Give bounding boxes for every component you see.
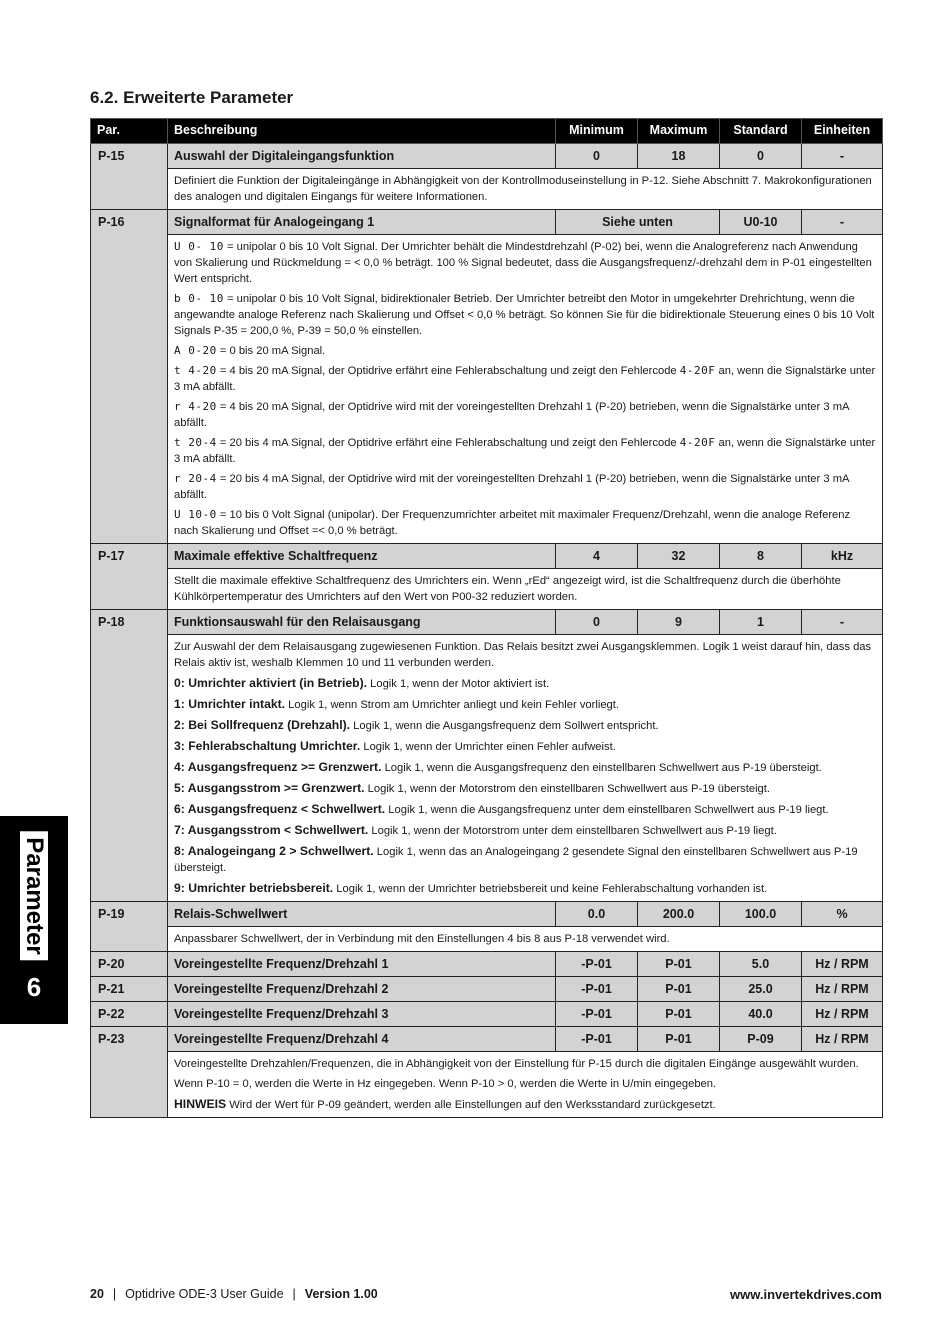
param-unit: Hz / RPM [802, 1027, 883, 1052]
option-item [174, 435, 876, 467]
option-text: = 20 bis 4 mA Signal, der Optidrive wird mit der voreingestellten Drehzahl 1 (P-20) betrieben, wenn die Signalstärke unter 3 mA abfällt. [174, 473, 849, 501]
chapter-number: 6 [26, 972, 42, 1002]
param-row-p18 [91, 610, 883, 635]
param-default: 0 [720, 144, 802, 169]
option-text: = unipolar 0 bis 10 Volt Signal, bidirektionaler Betrieb. Der Umrichter betreibt den Motor in umgekehrter Drehrichtung, wenn die angewandte analoge Referenz nach Skalierung und Offset < 0,0 % beträgt. So können Sie für die bidirektionale Steuerung eines 0 bis 10 Volt Signals P-35 = 200,0 %, P-39 = 50,0 % einstellen. [174, 293, 875, 337]
option-label: 4: Ausgangsfrequenz >= Grenzwert. [174, 760, 382, 774]
desc-text: Definiert die Funktion der Digitaleingänge in Abhängigkeit von der Kontrollmoduseinstellung in P-12. Siehe Abschnitt 7. Makrokonfigurationen des analogen und digitalen Eingangs für weitere Informationen. [174, 175, 872, 203]
option-label: 9: Umrichter betriebsbereit. [174, 881, 334, 895]
param-row-p20 [91, 952, 883, 977]
header-minimum: Minimum [556, 119, 638, 144]
option-text: = 20 bis 4 mA Signal, der Optidrive erfährt eine Fehlerabschaltung und zeigt den Fehlercode [216, 437, 680, 449]
footer-left [90, 1287, 378, 1301]
param-code: P-15 [91, 144, 168, 210]
param-code: P-21 [91, 977, 168, 1002]
option-item [174, 399, 876, 431]
option-text: = 10 bis 0 Volt Signal (unipolar). Der Frequenzumrichter arbeitet mit maximaler Frequenz/Drehzahl, wenn die analoge Referenz nach Skalierung und Offset =< 0,0 % beträgt. [174, 509, 851, 537]
note [174, 1096, 876, 1113]
option-text: Logik 1, wenn das an Analogeingang 2 gesendete Signal den einstellbaren Schwellwert aus P-19 übersteigt. [174, 846, 858, 874]
param-max: P-01 [638, 1027, 720, 1052]
param-name: Voreingestellte Frequenz/Drehzahl 4 [168, 1027, 556, 1052]
option-item [174, 343, 876, 359]
param-code: P-23 [91, 1027, 168, 1118]
option-label: 7: Ausgangsstrom < Schwellwert. [174, 823, 369, 837]
option-text: an, wenn die Signalstärke unter 3 mA abfällt. [174, 365, 876, 393]
guide-title: Optidrive ODE-3 User Guide [125, 1287, 284, 1301]
header-beschreibung: Beschreibung [168, 119, 556, 144]
page-number: 20 [90, 1287, 104, 1301]
param-row-p16 [91, 210, 883, 235]
option-item [174, 801, 876, 818]
display-code: t 4-20 [174, 364, 217, 377]
option-label: 8: Analogeingang 2 > Schwellwert. [174, 844, 374, 858]
option-text: Logik 1, wenn der Umrichter einen Fehler aufweist. [360, 741, 616, 753]
param-name: Auswahl der Digitaleingangsfunktion [168, 144, 556, 169]
param-description [168, 1052, 883, 1118]
note-label: HINWEIS [174, 1097, 227, 1111]
param-description [168, 235, 883, 544]
display-code: A 0-20 [174, 344, 217, 357]
param-max: 32 [638, 544, 720, 569]
param-unit: Hz / RPM [802, 977, 883, 1002]
param-min: 0 [556, 610, 638, 635]
option-item [174, 738, 876, 755]
option-item [174, 507, 876, 539]
param-code: P-18 [91, 610, 168, 902]
param-row-p15 [91, 144, 883, 169]
desc-text: Zur Auswahl der dem Relaisausgang zugewiesenen Funktion. Das Relais besitzt zwei Ausgangsklemmen. Logik 1 weist darauf hin, dass das Relais aktiv ist, weshalb Klemmen 10 und 11 verbunden werden. [174, 641, 872, 669]
option-item [174, 696, 876, 713]
param-unit: % [802, 902, 883, 927]
option-item [174, 471, 876, 503]
header-par: Par. [91, 119, 168, 144]
param-max: P-01 [638, 1002, 720, 1027]
param-default: 100.0 [720, 902, 802, 927]
param-row-p19 [91, 902, 883, 927]
param-min: -P-01 [556, 1002, 638, 1027]
param-max: 200.0 [638, 902, 720, 927]
param-name: Maximale effektive Schaltfrequenz [168, 544, 556, 569]
param-range: Siehe unten [556, 210, 720, 235]
option-text: = 4 bis 20 mA Signal, der Optidrive wird mit der voreingestellten Drehzahl 1 (P-20) betrieben, wenn die Signalstärke unter 3 mA abfällt. [174, 401, 849, 429]
desc-text: Stellt die maximale effektive Schaltfrequenz des Umrichters ein. Wenn „rEd“ angezeigt wird, ist die Schaltfrequenz durch die überhöhte Kühlkörpertemperatur des Umrichters auf den Wert von P00-32 reduziert worden. [174, 575, 841, 603]
option-item [174, 239, 876, 287]
param-desc-row-p20-p23 [91, 1052, 883, 1118]
option-text: Logik 1, wenn der Motorstrom unter dem einstellbaren Schwellwert aus P-19 liegt. [368, 825, 777, 837]
option-label: 6: Ausgangsfrequenz < Schwellwert. [174, 802, 386, 816]
param-max: P-01 [638, 952, 720, 977]
option-text: Logik 1, wenn Strom am Umrichter anliegt und kein Fehler vorliegt. [285, 699, 619, 711]
section-title: 6.2. Erweiterte Parameter [90, 88, 294, 107]
desc-text: Voreingestellte Drehzahlen/Frequenzen, die in Abhängigkeit von der Einstellung für P-15 durch die digitalen Eingänge ausgewählt wurden. [174, 1058, 859, 1070]
error-code: 4-20F [679, 436, 716, 449]
option-label: 5: Ausgangsstrom >= Grenzwert. [174, 781, 365, 795]
option-text: = 4 bis 20 mA Signal, der Optidrive erfährt eine Fehlerabschaltung und zeigt den Fehlercode [216, 365, 680, 377]
option-label: 3: Fehlerabschaltung Umrichter. [174, 739, 361, 753]
param-max: 18 [638, 144, 720, 169]
table-header-row [91, 119, 883, 144]
option-label: 2: Bei Sollfrequenz (Drehzahl). [174, 718, 351, 732]
param-description [168, 169, 883, 210]
option-text: Logik 1, wenn der Motorstrom den einstellbaren Schwellwert aus P-19 übersteigt. [364, 783, 770, 795]
param-default: P-09 [720, 1027, 802, 1052]
param-code: P-16 [91, 210, 168, 544]
option-item [174, 291, 876, 339]
desc-text: Anpassbarer Schwellwert, der in Verbindung mit den Einstellungen 4 bis 8 aus P-18 verwendet wird. [174, 933, 670, 945]
header-maximum: Maximum [638, 119, 720, 144]
option-label: 1: Umrichter intakt. [174, 697, 286, 711]
option-item [174, 780, 876, 797]
param-unit: Hz / RPM [802, 952, 883, 977]
param-code: P-20 [91, 952, 168, 977]
display-code: t 20-4 [174, 436, 217, 449]
param-code: P-22 [91, 1002, 168, 1027]
param-default: 1 [720, 610, 802, 635]
param-unit: - [802, 210, 883, 235]
param-default: 25.0 [720, 977, 802, 1002]
display-code: r 4-20 [174, 400, 217, 413]
website-link[interactable]: www.invertekdrives.com [730, 1287, 882, 1302]
param-desc-row-p16 [91, 235, 883, 544]
option-item [174, 717, 876, 734]
param-default: 5.0 [720, 952, 802, 977]
param-name: Funktionsauswahl für den Relaisausgang [168, 610, 556, 635]
option-text: Logik 1, wenn die Ausgangsfrequenz den einstellbaren Schwellwert aus P-19 übersteigt. [381, 762, 822, 774]
option-text: an, wenn die Signalstärke unter 3 mA abfällt. [174, 437, 876, 465]
option-item [174, 759, 876, 776]
option-text: Logik 1, wenn der Motor aktiviert ist. [367, 678, 550, 690]
param-row-p22 [91, 1002, 883, 1027]
display-code: U 0- 10 [174, 240, 224, 253]
note-text: Wird der Wert für P-09 geändert, werden alle Einstellungen auf den Werksstandard zurückgesetzt. [226, 1099, 716, 1111]
option-text: Logik 1, wenn die Ausgangsfrequenz dem Sollwert entspricht. [350, 720, 659, 732]
param-unit: Hz / RPM [802, 1002, 883, 1027]
option-label: 0: Umrichter aktiviert (in Betrieb). [174, 676, 368, 690]
param-name: Voreingestellte Frequenz/Drehzahl 1 [168, 952, 556, 977]
parameter-table [90, 118, 883, 1118]
chapter-title: Parameter [20, 831, 48, 960]
param-max: 9 [638, 610, 720, 635]
param-desc-row-p15 [91, 169, 883, 210]
param-max: P-01 [638, 977, 720, 1002]
param-default: 40.0 [720, 1002, 802, 1027]
option-text: = unipolar 0 bis 10 Volt Signal. Der Umrichter behält die Mindestdrehzahl (P-02) bei, wenn die Analogreferenz nach Anwendung von Skalierung und Rückmeldung = < 0,0 % beträgt. 100 % Signal bedeutet, dass die Ausgangsfrequenz/-drehzahl dem in P-01 eingestellten Wert entspricht. [174, 241, 872, 285]
option-item [174, 822, 876, 839]
param-name: Voreingestellte Frequenz/Drehzahl 2 [168, 977, 556, 1002]
error-code: 4-20F [679, 364, 716, 377]
option-text: Logik 1, wenn der Umrichter betriebsbereit und keine Fehlerabschaltung vorhanden ist. [333, 883, 768, 895]
param-min: 0 [556, 144, 638, 169]
option-item [174, 880, 876, 897]
option-item [174, 675, 876, 692]
display-code: r 20-4 [174, 472, 217, 485]
param-desc-row-p18 [91, 635, 883, 902]
footer-separator: | [112, 1287, 117, 1301]
param-name: Voreingestellte Frequenz/Drehzahl 3 [168, 1002, 556, 1027]
param-description [168, 635, 883, 902]
param-min: -P-01 [556, 952, 638, 977]
param-min: 0.0 [556, 902, 638, 927]
param-default: 8 [720, 544, 802, 569]
version-label: Version 1.00 [304, 1287, 378, 1301]
param-desc-row-p19 [91, 927, 883, 952]
param-description [168, 569, 883, 610]
desc-text: Wenn P-10 = 0, werden die Werte in Hz eingegeben. Wenn P-10 > 0, werden die Werte in U/min eingegeben. [174, 1078, 717, 1090]
param-unit: - [802, 144, 883, 169]
param-code: P-17 [91, 544, 168, 610]
option-item [174, 363, 876, 395]
param-code: P-19 [91, 902, 168, 952]
param-row-p21 [91, 977, 883, 1002]
param-desc-row-p17 [91, 569, 883, 610]
param-unit: kHz [802, 544, 883, 569]
param-description [168, 927, 883, 952]
param-min: -P-01 [556, 977, 638, 1002]
param-name: Relais-Schwellwert [168, 902, 556, 927]
param-min: -P-01 [556, 1027, 638, 1052]
footer-separator: | [292, 1287, 296, 1301]
option-text: Logik 1, wenn die Ausgangsfrequenz unter dem einstellbaren Schwellwert aus P-19 liegt. [385, 804, 829, 816]
display-code: U 10-0 [174, 508, 217, 521]
option-text: = 0 bis 20 mA Signal. [216, 345, 326, 357]
param-default: U0-10 [720, 210, 802, 235]
option-item [174, 843, 876, 876]
param-name: Signalformat für Analogeingang 1 [168, 210, 556, 235]
param-row-p17 [91, 544, 883, 569]
param-unit: - [802, 610, 883, 635]
display-code: b 0- 10 [174, 292, 224, 305]
param-row-p23 [91, 1027, 883, 1052]
header-standard: Standard [720, 119, 802, 144]
param-min: 4 [556, 544, 638, 569]
header-einheiten: Einheiten [802, 119, 883, 144]
